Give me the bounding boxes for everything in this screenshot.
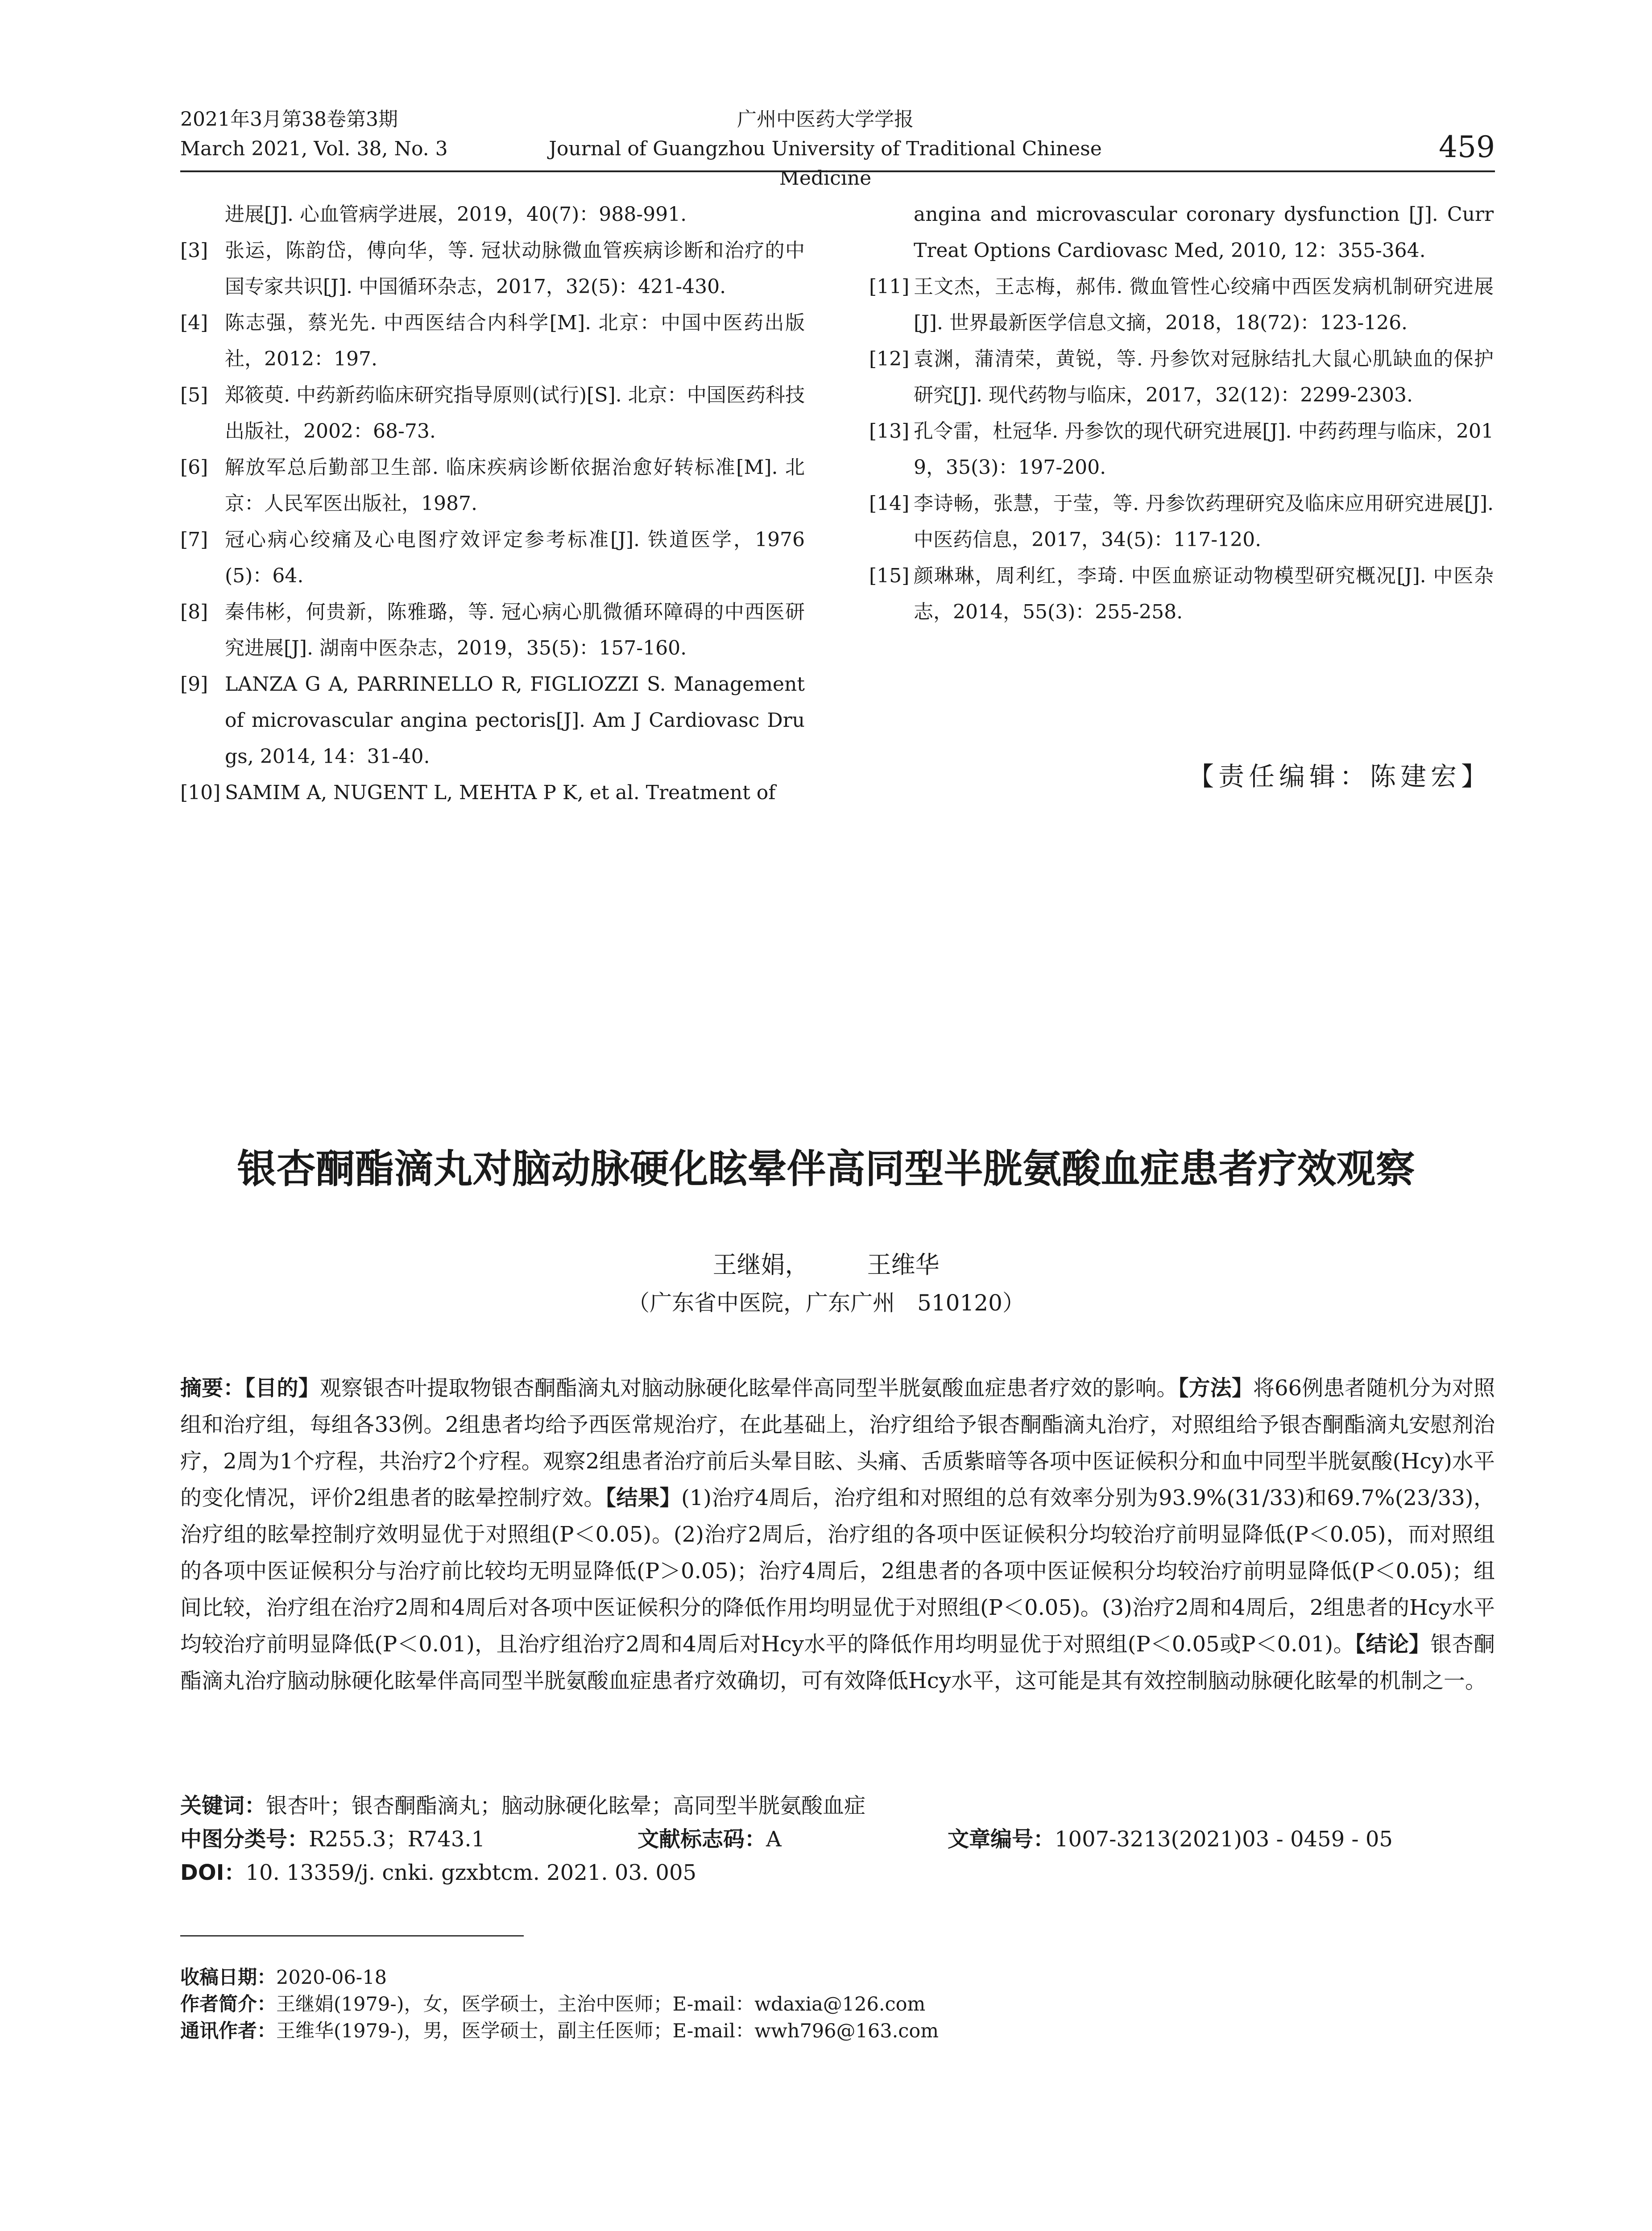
received-value: 2020-06-18 (276, 1966, 387, 1989)
page-number: 459 (1439, 130, 1495, 164)
journal-en: Journal of Guangzhou University of Traditional Chinese Medicine (549, 137, 1102, 190)
footnote-corresponding (180, 2018, 1495, 2044)
doc-code-label: 文献标志码： (638, 1827, 766, 1852)
author-line (134, 1249, 1518, 1281)
method-label: 【方法】 (1178, 1376, 1253, 1401)
doc-code-field (638, 1823, 782, 1856)
author-bio-label: 作者简介： (180, 1993, 276, 2015)
aim-label: 【目的】 (244, 1376, 320, 1401)
reference-item: [12] 袁渊，蒲清荣，黄锐，等. 丹参饮对冠脉结扎大鼠心肌缺血的保护研究[J]. 现代药物与临床，2017，32(12)：2299-2303. (869, 348, 1494, 406)
aim-text: 观察银杏叶提取物银杏酮酯滴丸对脑动脉硬化眩晕伴高同型半胱氨酸血症患者疗效的影响。 (319, 1376, 1178, 1401)
reference-item: [5] 郑筱萸. 中药新药临床研究指导原则(试行)[S]. 北京：中国医药科技出版社，2002：68-73. (180, 384, 805, 443)
reference-item: 进展[J]. 心血管病学进展，2019，40(7)：988-991. (225, 203, 687, 226)
reference-item: [4] 陈志强，蔡光先. 中西医结合内科学[M]. 北京：中国中医药出版社，2012：197. (180, 311, 805, 370)
keywords-value: 银杏叶；银杏酮酯滴丸；脑动脉硬化眩晕；高同型半胱氨酸血症 (266, 1793, 866, 1818)
abstract-label: 摘要： (180, 1376, 245, 1401)
article-number-label: 文章编号： (948, 1827, 1055, 1852)
author-2: 王维华 (867, 1251, 940, 1279)
article-title: 银杏酮酯滴丸对脑动脉硬化眩晕伴高同型半胱氨酸血症患者疗效观察 (237, 1146, 1415, 1192)
running-header-issue (180, 105, 448, 164)
reference-item: [3] 张运，陈韵岱，傅向华，等. 冠状动脉微血管疾病诊断和治疗的中国专家共识[J]. 中国循环杂志，2017，32(5)：421-430. (180, 239, 805, 298)
reference-item: [14] 李诗畅，张慧，于莹，等. 丹参饮药理研究及临床应用研究进展[J]. 中医药信息，2017，34(5)：117-120. (869, 492, 1494, 551)
author-bio-value: 王继娟(1979-)，女，医学硕士，主治中医师；E-mail：wdaxia@126.com (276, 1993, 926, 2015)
footnote-rule (180, 1935, 524, 1937)
result-text: (1)治疗4周后，治疗组和对照组的总有效率分别为93.9%(31/33)和69.7%(23/33)，治疗组的眩晕控制疗效明显优于对照组(P＜0.05)。(2)治疗2周后，治疗组的各项中医证候积分均较治疗前明显降低(P＜0.05)，而对照组的各项中医证候积分与治疗前比较均无明显降低(P＞0.05)；治疗4周后，2组患者的各项中医证候积分均较治疗前明显降低(P＜0.05)；组间比较，治疗组在治疗2周和4周后对各项中医证候积分的降低作用均明显优于对照组(P＜0.05)。(3)治疗2周和4周后，2组患者的Hcy水平均较治疗前明显降低(P＜0.01)，且治疗组治疗2周和4周后对Hcy水平的降低作用均明显优于对照组(P＜0.05或P＜0.01)。 (180, 1485, 1495, 1657)
result-label: 【结果】 (605, 1485, 681, 1510)
journal-cn: 广州中医药大学学报 (737, 108, 914, 131)
doi-line (180, 1856, 1495, 1889)
issue-en: March 2021, Vol. 38, No. 3 (180, 137, 448, 160)
footnote-author (180, 1991, 1495, 2018)
reference-item: [13] 孔令雷，杜冠华. 丹参饮的现代研究进展[J]. 中药药理与临床，2019，35(3)：197-200. (869, 420, 1494, 479)
conclusion-label: 【结论】 (1354, 1632, 1431, 1657)
clc-field (180, 1823, 485, 1856)
reference-item: [9] LANZA G A, PARRINELLO R, FIGLIOZZI S. Management of microvascular angina pectoris[J]. Am J Cardiovasc Drugs, 2014, 14：31-40. (180, 673, 805, 768)
running-header-journal (535, 105, 1115, 193)
clc-value: R255.3；R743.1 (309, 1827, 485, 1852)
article-number-field (948, 1823, 1393, 1856)
references-right-column (869, 196, 1494, 630)
abstract (180, 1370, 1495, 1699)
reference-item: angina and microvascular coronary dysfunction [J]. Curr Treat Options Cardiovasc Med, 2010, 12：355-364. (914, 203, 1494, 262)
reference-item: [10] SAMIM A, NUGENT L, MEHTA P K, et al. Treatment of (180, 781, 776, 804)
reference-item: [8] 秦伟彬，何贵新，陈雅璐，等. 冠心病心肌微循环障碍的中西医研究进展[J]. 湖南中医杂志，2019，35(5)：157-160. (180, 601, 805, 659)
doi-value: 10. 13359/j. cnki. gzxbtcm. 2021. 03. 005 (245, 1860, 697, 1885)
received-label: 收稿日期： (180, 1966, 276, 1989)
keywords-label: 关键词： (180, 1793, 266, 1818)
keywords (180, 1789, 1495, 1822)
conclusion-text: 银杏酮酯滴丸治疗脑动脉硬化眩晕伴高同型半胱氨酸血症患者疗效确切，可有效降低Hcy水平，这可能是其有效控制脑动脉硬化眩晕的机制之一。 (180, 1632, 1495, 1693)
clc-label: 中图分类号： (180, 1827, 309, 1852)
reference-item: [11] 王文杰，王志梅，郝伟. 微血管性心绞痛中西医发病机制研究进展[J]. 世界最新医学信息文摘，2018，18(72)：123-126. (869, 275, 1494, 334)
responsible-editor: 【责任编辑：陈建宏】 (1188, 761, 1491, 792)
corresponding-label: 通讯作者： (180, 2020, 276, 2042)
references-left-column (180, 196, 805, 811)
article-number-value: 1007-3213(2021)03 - 0459 - 05 (1055, 1827, 1393, 1852)
affiliation: （广东省中医院，广东广州 510120） (627, 1290, 1025, 1316)
doi-label: DOI： (180, 1860, 246, 1885)
doc-code-value: A (766, 1827, 782, 1852)
header-rule (180, 170, 1495, 172)
method-text: 将66例患者随机分为对照组和治疗组，每组各33例。2组患者均给予西医常规治疗，在此基础上，治疗组给予银杏酮酯滴丸治疗，对照组给予银杏酮酯滴丸安慰剂治疗，2周为1个疗程，共治疗2个疗程。观察2组患者治疗前后头晕目眩、头痛、舌质紫暗等各项中医证候积分和血中同型半胱氨酸(Hcy)水平的变化情况，评价2组患者的眩晕控制疗效。 (180, 1376, 1495, 1510)
author-1: 王继娟， (712, 1251, 809, 1279)
corresponding-value: 王维华(1979-)，男，医学硕士，副主任医师；E-mail：wwh796@163.com (276, 2020, 939, 2042)
footnote-received (180, 1964, 1495, 1991)
issue-cn: 2021年3月第38卷第3期 (180, 108, 398, 131)
reference-item: [6] 解放军总后勤部卫生部. 临床疾病诊断依据治愈好转标准[M]. 北京：人民军医出版社，1987. (180, 456, 805, 515)
reference-item: [7] 冠心病心绞痛及心电图疗效评定参考标准[J]. 铁道医学，1976(5)：64. (180, 528, 805, 587)
reference-item: [15] 颜琳琳，周利红，李琦. 中医血瘀证动物模型研究概况[J]. 中医杂志，2014，55(3)：255-258. (869, 564, 1494, 623)
